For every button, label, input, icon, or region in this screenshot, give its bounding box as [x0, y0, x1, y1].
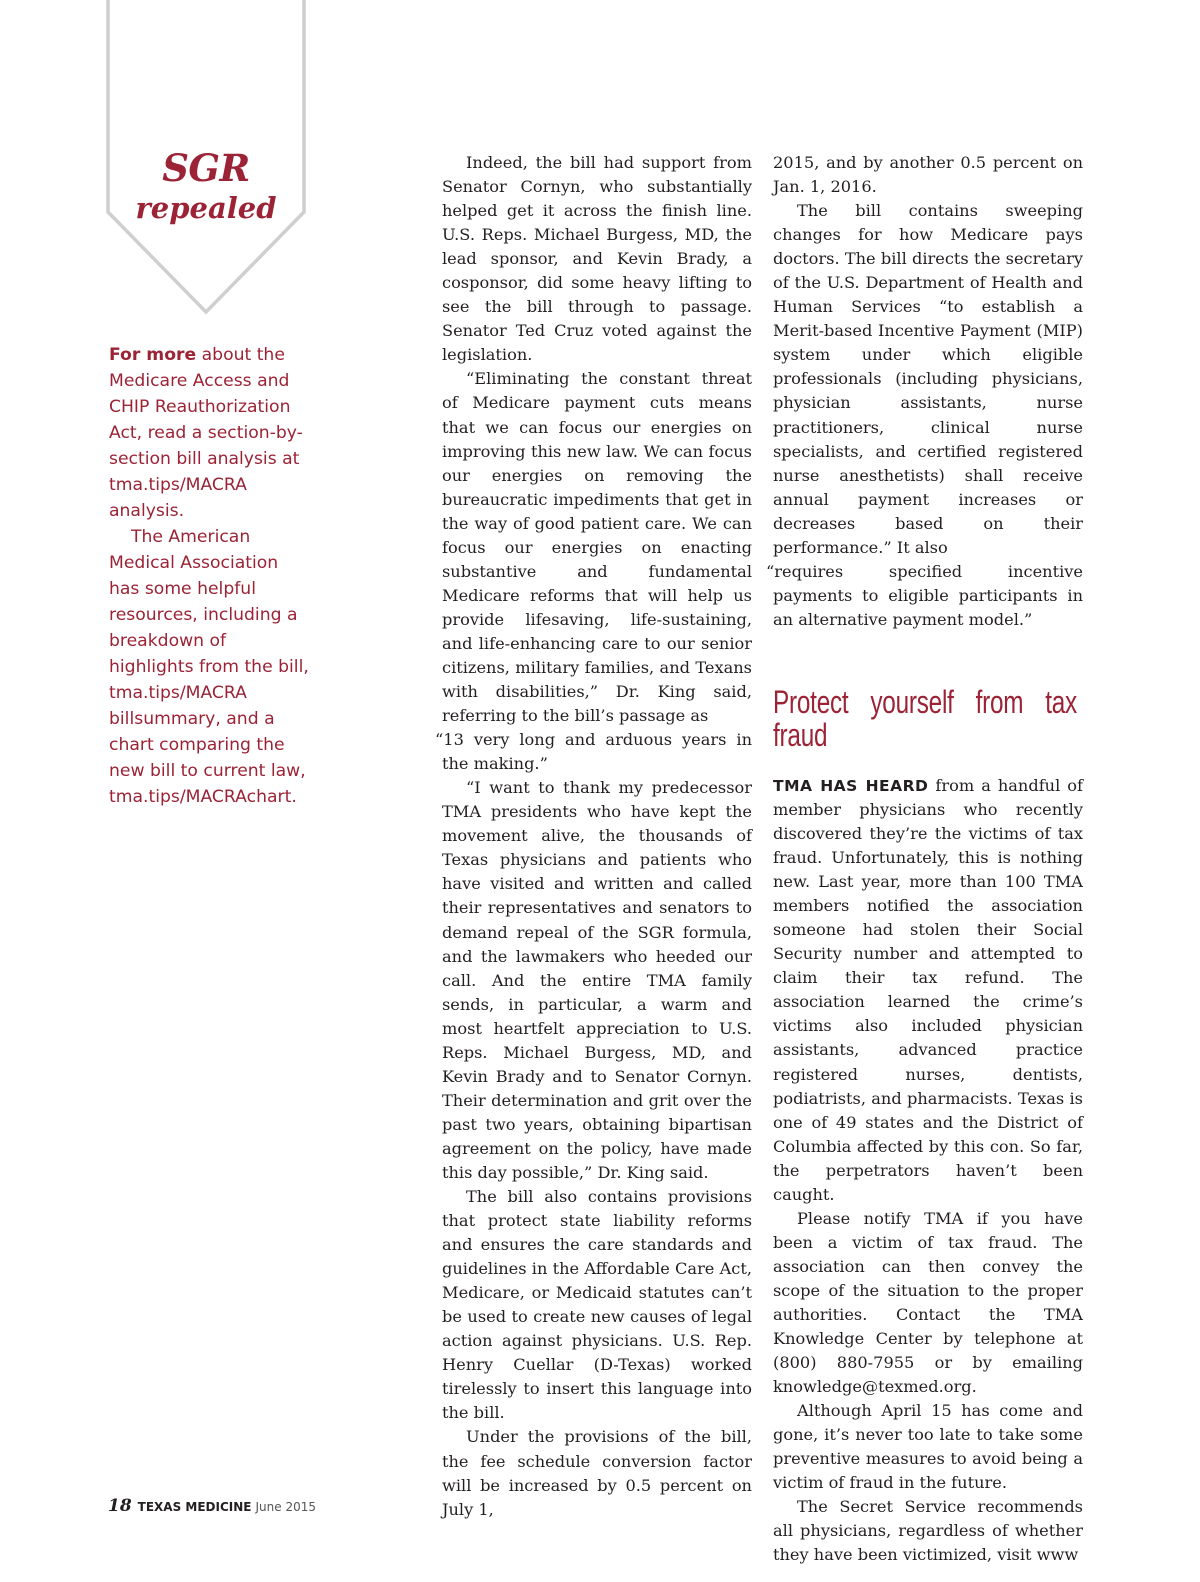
article-paragraph: The bill also contains provisions that protect state liability reforms and ensures the care standards and guidelines in the Affordable Care Act, Medicare, or Medicaid statutes can’t be used to create new causes of legal action against physicians. U.S. Rep. Henry Cuellar (D-Texas) worked tirelessly to insert this language into the bill. — [442, 1187, 752, 1423]
page-footer — [108, 1496, 316, 1516]
article-paragraph: Under the provisions of the bill, the fee schedule conversion factor will be increased by 0.5 percent on July 1, — [442, 1427, 752, 1519]
sidebar-paragraph-1-text: about the Medicare Access and CHIP Reauthorization Act, read a section-by-section bill analysis at tma.tips/MACRA analysis. — [109, 345, 303, 521]
article-paragraph-text: from a handful of member physicians who recently discovered they’re the victims of tax fraud. Unfortunately, this is nothing new. Last year, more than 100 TMA members notified the association someone had stolen their Social Security number and attempted to claim their tax refund. The association learned the crime’s victims also included physician assistants, advanced practice registered nurses, dentists, podiatrists, and pharmacists. Texas is one of 49 states and the District of Columbia affected by this con. So far, the perpetrators haven’t been caught. — [773, 775, 1083, 1204]
article-paragraph: “requires specified incentive payments to eligible participants in an alternative payment model.” — [766, 561, 1083, 629]
article-paragraph: The Secret Service recommends all physicians, regardless of whether they have been victimized, visit www — [773, 1497, 1083, 1565]
issue-date: June 2015 — [255, 1500, 316, 1514]
article-paragraph: Indeed, the bill had support from Senator Cornyn, who substantially helped get it across the finish line. U.S. Reps. Michael Burgess, MD, the lead sponsor, and Kevin Brady, a cosponsor, did some heavy lifting to see the bill through to passage. Senator Ted Cruz voted against the legislation. — [442, 153, 752, 365]
article-paragraph: 2015, and by another 0.5 percent on Jan. 1, 2016. — [773, 153, 1083, 197]
article-paragraph: “I want to thank my predecessor TMA presidents who have kept the movement alive, the thousands of Texas physicians and patients who have visited and written and called their representatives and senators to demand repeal of the SGR formula, and the lawmakers who heeded our call. And the entire TMA family sends, in particular, a warm and most heartfelt appreciation to U.S. Reps. Michael Burgess, MD, and Kevin Brady and to Senator Cornyn. Their determination and grit over the past two years, obtaining bipartisan agreement on the policy, have made this day possible,” Dr. King said. — [442, 778, 752, 1182]
page-number: 18 — [108, 1496, 132, 1516]
article-paragraph: The bill contains sweeping changes for how Medicare pays doctors. The bill directs the secretary of the U.S. Department of Health and Human Services “to establish a Merit-based Incentive Payment (MIP) system under which eligible professionals (including physicians, physician assistants, nurse practitioners, clinical nurse specialists, and certified registered nurse anesthetists) shall receive annual payment increases or decreases based on their performance.” It also — [773, 201, 1083, 557]
banner-title-sgr: SGR — [162, 146, 250, 190]
publication-name: TEXAS MEDICINE — [137, 1500, 252, 1514]
section-heading-tax-fraud: Protect yourself from tax fraud — [773, 683, 1077, 753]
article-paragraph: “Eliminating the constant threat of Medicare payment cuts means that we can focus our energies on improving this new law. We can focus our energies on removing the bureaucratic impediments that get in the way of good patient care. We can focus our energies on enacting substantive and fundamental Medicare reforms that will help us provide lifesaving, life-sustaining, and life-enhancing care to our senior citizens, military families, and Texans with disabilities,” Dr. King said, referring to the bill’s passage as — [442, 369, 752, 726]
sidebar-lead: For more — [109, 345, 197, 365]
article-paragraph — [773, 774, 1083, 1207]
article-paragraph: Please notify TMA if you have been a victim of tax fraud. The association can then convey the scope of the situation to the proper authorities. Contact the TMA Knowledge Center by telephone at (800) 880-7955 or by emailing knowledge@texmed.org. — [773, 1208, 1083, 1397]
article-paragraph: “13 very long and arduous years in the making.” — [435, 730, 752, 774]
runin-lead: TMA HAS HEARD — [773, 776, 929, 795]
article-paragraph: Although April 15 has come and gone, it’s never too late to take some preventive measures to avoid being a victim of fraud in the future. — [773, 1401, 1083, 1493]
sidebar-paragraph-1 — [109, 342, 314, 524]
article-column-2 — [766, 151, 1083, 1567]
banner-title-repealed: repealed — [135, 191, 277, 225]
article-column-1 — [435, 151, 752, 1522]
sidebar-paragraph-2: The American Medical Association has some helpful resources, including a breakdown of highlights from the bill, tma.tips/MACRA billsummary, and a chart comparing the new bill to current law, tma.tips/MACRAchart. — [109, 527, 309, 807]
sidebar-resources-note — [109, 342, 314, 810]
